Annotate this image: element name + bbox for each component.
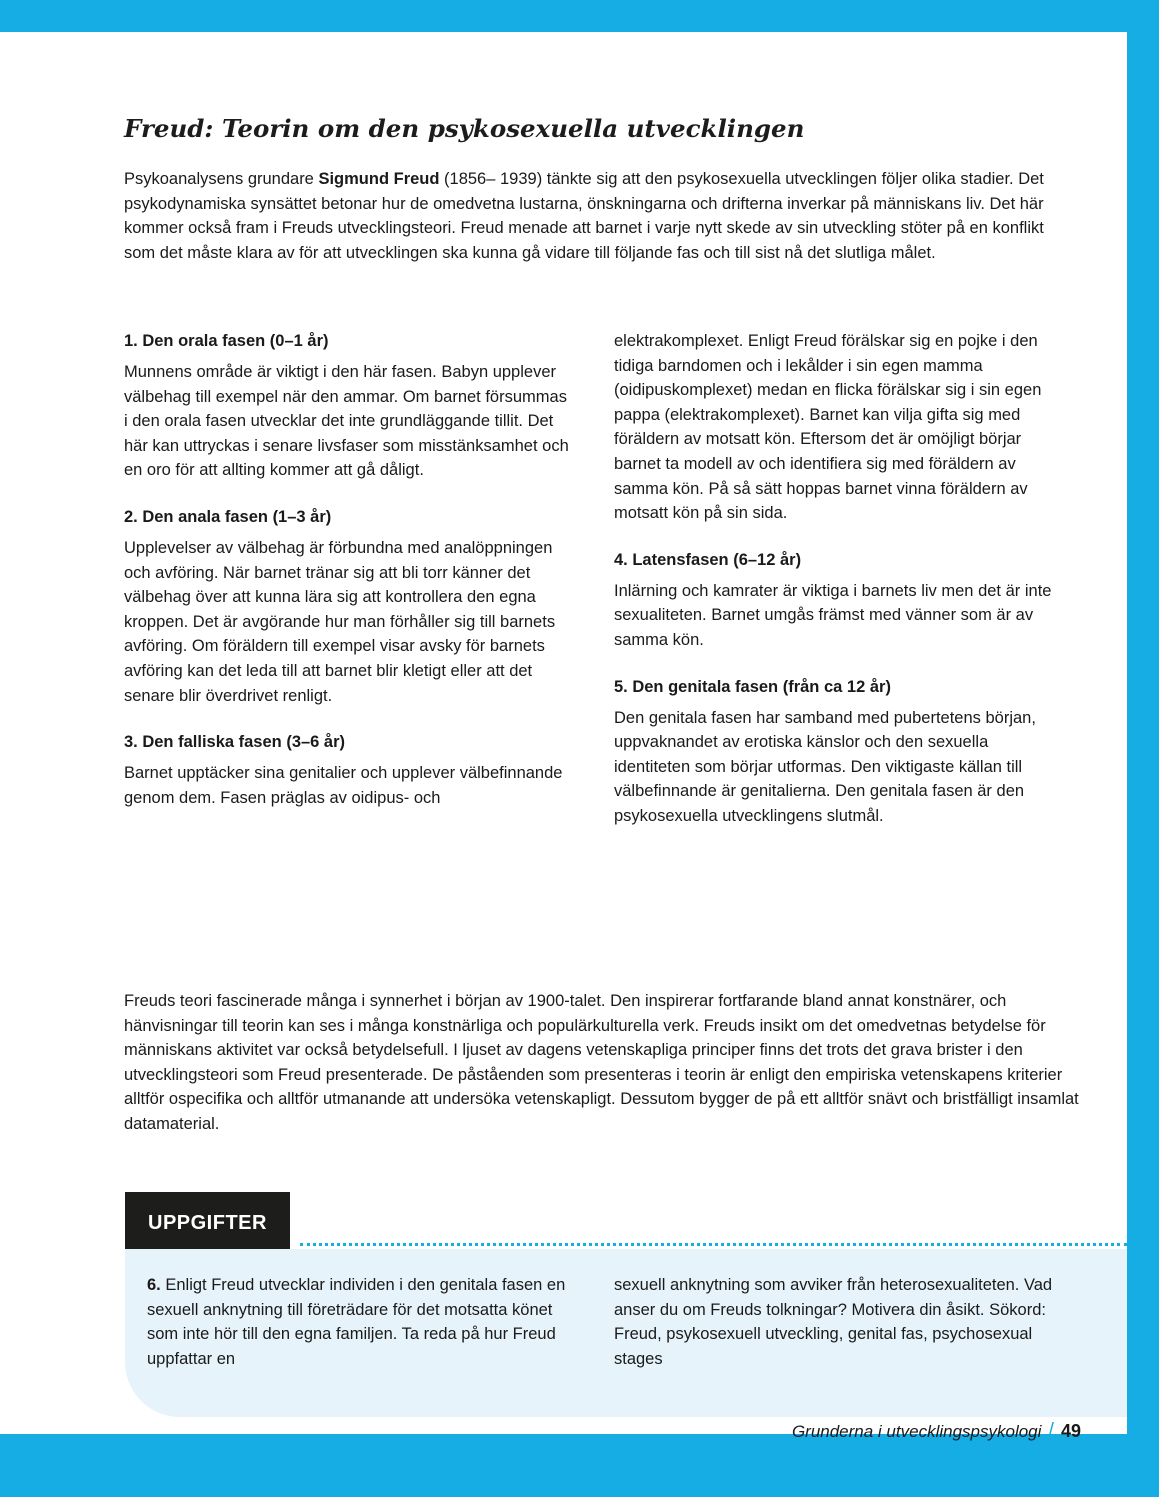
intro-name: Sigmund Freud [318, 170, 440, 188]
task-text-right: sexuell anknytning som avviker från heterosexualiteten. Vad anser du om Freuds tolkningar? Motivera din åsikt. Sökord: Freud, psykosexuell utveckling, genital fas, psychosexual stages [614, 1276, 1053, 1368]
page-footer [792, 1420, 1081, 1443]
intro-text-end: (1856– 1939) tänkte sig att den psykosexuella utvecklingen följer olika stadier. Det psykodynamiska synsättet betonar hur de omedvetna lustarna, önskningarna och drifterna inverkar på människans liv. Det här kommer också fram i Freuds utvecklingsteori. Freud menade att barnet i varje nytt skede av sin utveckling stöter på en konflikt som det måste klara av för att utvecklingen ska kunna gå vidare till följande fas och till sist nå det slutliga målet. [124, 170, 1044, 262]
phase-heading-oral: 1. Den orala fasen (0–1 år) [124, 332, 329, 350]
tasks-header: UPPGIFTER [125, 1192, 290, 1250]
footer-book-title: Grunderna i utvecklingspsykologi [791, 1422, 1042, 1441]
left-column [124, 329, 571, 832]
task-number: 6. [147, 1276, 161, 1294]
phase-text-phallic-continued: elektrakomplexet. Enligt Freud förälskar sig en pojke i den tidiga barndomen och i lekålder i sin egen mamma (oidipuskomplexet) medan en flicka förälskar sig i sin egen pappa (elektrakomplexet). Barnet kan vilja gifta sig med föräldern av motsatt kön. Eftersom det är omöjligt börjar barnet ta modell av och identifiera sig med föräldern av samma kön. På så sätt hoppas barnet vinna föräldern av motsatt kön på sin sida. [614, 332, 1042, 523]
closing-paragraph: Freuds teori fascinerade många i synnerhet i början av 1900-talet. Den inspirerar fortfarande bland annat konstnärer, och hänvisningar till teorin kan ses i många konstnärliga och populärkulturella verk. Freuds insikt om det omedvetnas betydelse för människans aktivitet var också betydelsefull. I ljuset av dagens vetenskapliga principer finns det trots det grava brister i den utvecklingsteori som Freud presenterade. De påståenden som presenteras i teorin är enligt den empiriska vetenskapens kriterier alltför ospecifika och alltför utmanande att undersöka vetenskapligt. Dessutom bygger de på ett alltför snävt och bristfälligt insamlat datamaterial. [124, 992, 1079, 1133]
phase-text-anal: Upplevelser av välbehag är förbundna med analöppningen och avföring. När barnet tränar sig att bli torr känner det välbehag över att kunna lära sig att kontrollera den egna kroppen. Det är avgörande hur man förhåller sig till barnets avföring. Om föräldern till exempel visar avsky för barnets avföring kan det leda till att barnet blir kletigt eller att det senare blir överdrivet renligt. [124, 538, 556, 705]
phase-heading-latency: 4. Latensfasen (6–12 år) [614, 550, 802, 569]
page-title: Freud: Teorin om den psykosexuella utvecklingen [124, 114, 805, 143]
page-number: 49 [1060, 1421, 1081, 1441]
task-text-left [147, 1273, 587, 1371]
task-text-start: Enligt Freud utvecklar individen i den genitala fasen en sexuell anknytning till företrädare för det motsatta könet som inte hör till den egna familjen. Ta reda på hur Freud uppfattar en [147, 1276, 566, 1368]
phase-heading-genital: 5. Den genitala fasen (från ca 12 år) [614, 677, 891, 696]
tasks-box [125, 1249, 1127, 1417]
phase-heading-phallic: 3. Den falliska fasen (3–6 år) [124, 733, 346, 752]
footer-separator: / [1048, 1420, 1054, 1442]
phase-text-genital: Den genitala fasen har samband med pubertetens början, uppvaknandet av erotiska känslor och den sexuella identiteten som börjar utformas. Den viktigaste källan till välbefinnande är genitalierna. Den genitala fasen är den psykosexuella utvecklingens slutmål. [614, 708, 1036, 825]
phase-text-oral: Munnens område är viktigt i den här fasen. Babyn upplever välbehag till exempel när den ammar. Om barnet försummas i den orala fasen utvecklar det inte grundläggande tillit. Det här kan uttryckas i senare livsfaser som misstänksamhet och en oro för att allting kommer att gå dåligt. [124, 363, 569, 480]
intro-text-start: Psykoanalysens grundare [124, 170, 319, 188]
page [0, 32, 1127, 1442]
phase-text-latency: Inlärning och kamrater är viktiga i barnets liv men det är inte sexualiteten. Barnet umgås främst med vänner som är av samma kön. [614, 581, 1052, 649]
phase-text-phallic: Barnet upptäcker sina genitalier och upplever välbefinnande genom dem. Fasen präglas av oidipus- och [124, 764, 563, 807]
right-column [614, 329, 1061, 851]
phase-heading-anal: 2. Den anala fasen (1–3 år) [124, 507, 332, 526]
intro-paragraph [124, 167, 1064, 265]
tasks-divider [300, 1243, 1127, 1246]
